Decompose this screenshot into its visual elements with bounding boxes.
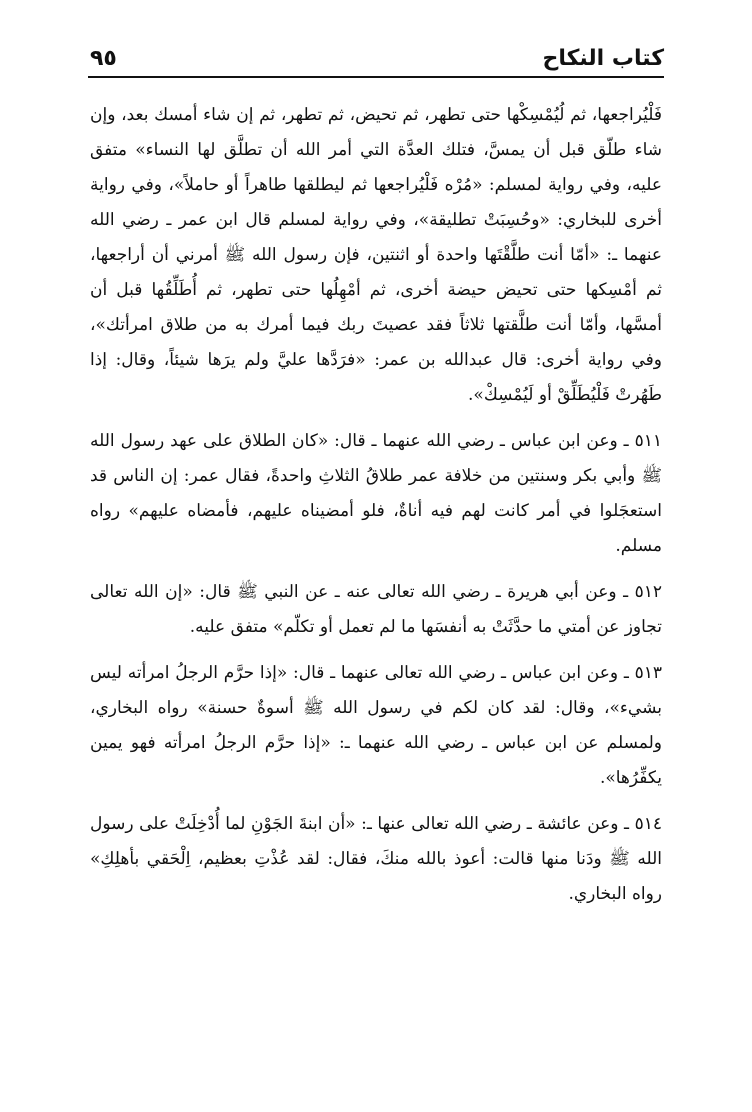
paragraph-continuation: فَلْيُراجعها، ثم لُيُمْسِكْها حتى تطهر، ثم تحيض، ثم تطهر، ثم إن شاء أمسك بعد، وإن شاء طلّق قبل أن يمسَّ، فتلك العدَّة التي أمر الله أن تطلَّق لها النساء» متفق عليه، وفي رواية لمسلم: «مُرْه فَلْيُراجعها ثم ليطلقها طاهراً أو حاملاً»، وفي رواية أخرى للبخاري: «وحُسِبَتْ تطليقة»، وفي رواية لمسلم قال ابن عمر ـ رضي الله عنهما ـ: «أمّا أنت طلَّقْتَها واحدة أو اثنتين، فإن رسول الله ﷺ أمرني أن أراجعها، ثم أمْسِكها حتى تحيض حيضة أخرى، ثم أمْهِلُها حتى تطهر، ثم أُطَلِّقُها قبل أن أمسَّها، وأمّا أنت طلَّقتها ثلاثاً فقد عصيتَ ربك فيما أمرك به من طلاق امرأتك»، وفي رواية أخرى: قال عبدالله بن عمر: «فرَدَّها عليَّ ولم يرَها شيئاً، وقال: إذا طَهُرتْ فَلْيُطَلِّقْ أو لَيُمْسِكْ». (90, 105, 662, 405)
hadith-511: ٥١١ ـ وعن ابن عباس ـ رضي الله عنهما ـ قال: «كان الطلاق على عهد رسول الله ﷺ وأبي بكر وسنتين من خلافة عمر طلاقُ الثلاثِ واحدةً، فقال عمر: إن الناس قد استعجَلوا في أمر كانت لهم فيه أناةٌ، فلو أمضيناه عليهم، فأمضاه عليهم» رواه مسلم. (90, 431, 662, 556)
hadith-514: ٥١٤ ـ وعن عائشة ـ رضي الله تعالى عنها ـ: «أن ابنةَ الجَوْنِ لما أُدْخِلَتْ على رسول الله ﷺ ودَنا منها قالت: أعوذ بالله منكَ، فقال: لقد عُذْتِ بعظيم، اِلْحَقي بأهلِكِ» رواه البخاري. (90, 814, 662, 904)
page-header (88, 42, 664, 78)
book-title: كتاب النكاح (542, 46, 664, 71)
hadith-513: ٥١٣ ـ وعن ابن عباس ـ رضي الله تعالى عنهما ـ قال: «إذا حرَّم الرجلُ امرأته ليس بشيء»، وقال: لقد كان لكم في رسول الله ﷺ أسوةٌ حسنة» رواه البخاري، ولمسلم عن ابن عباس ـ رضي الله عنهما ـ: «إذا حرَّم الرجلُ امرأته فهو يمين يكفِّرُها». (90, 663, 663, 788)
page-body (90, 98, 662, 912)
hadith-512: ٥١٢ ـ وعن أبي هريرة ـ رضي الله تعالى عنه ـ عن النبي ﷺ قال: «إن الله تعالى تجاوز عن أمتي ما حدَّثَتْ به أنفسَها ما لم تعمل أو تكلّم» متفق عليه. (90, 582, 662, 637)
page-number: ٩٥ (90, 46, 117, 71)
